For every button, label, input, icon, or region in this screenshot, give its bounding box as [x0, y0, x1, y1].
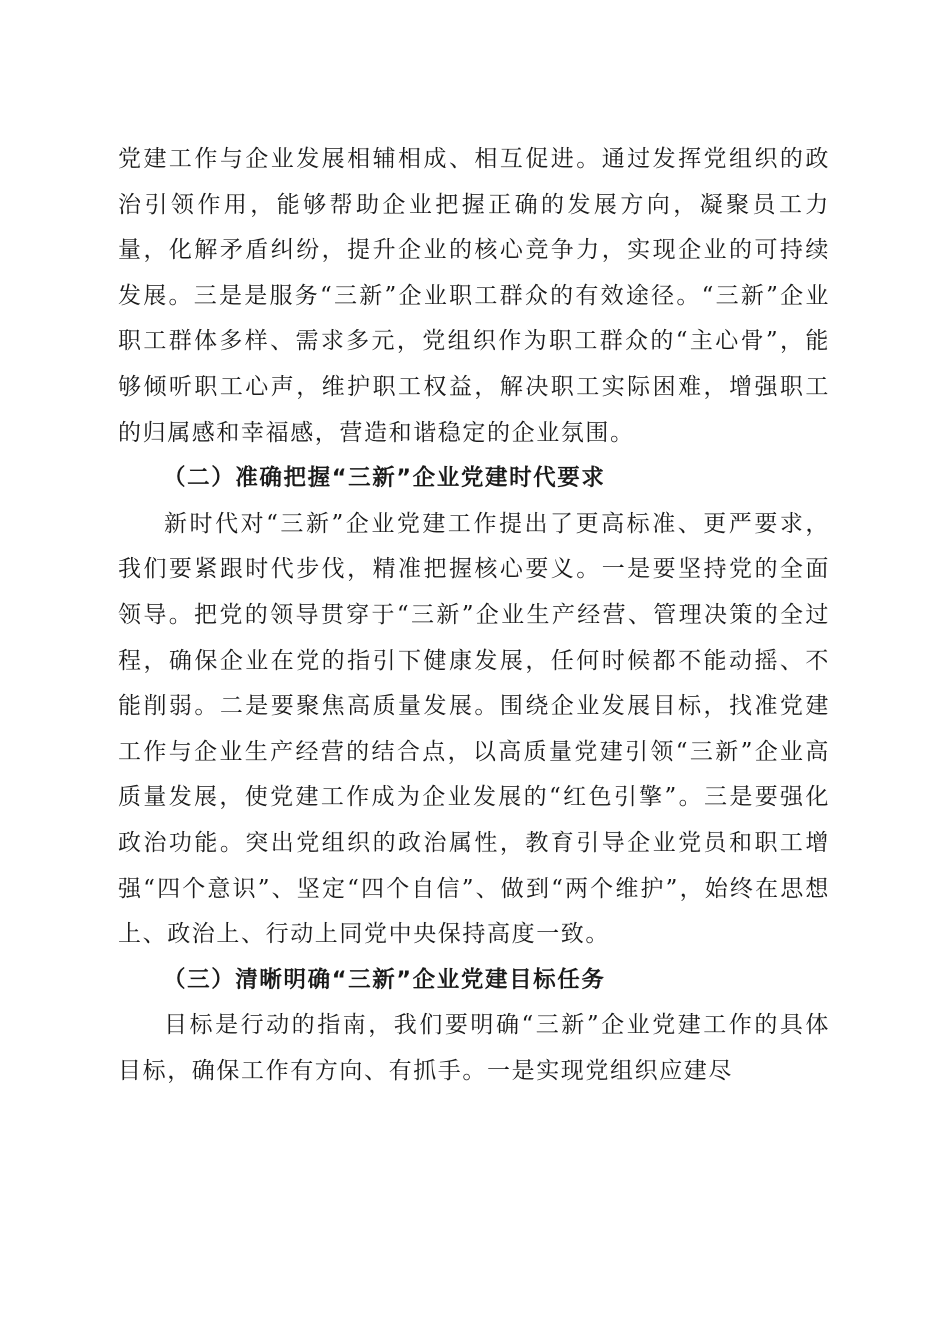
section-heading-2: （二）准确把握“三新”企业党建时代要求: [163, 465, 606, 492]
document-body: [118, 137, 830, 1094]
paragraph-section-3: 目标是行动的指南，我们要明确“三新”企业党建工作的具体目标，确保工作有方向、有抓手。一是实现党组织应建尽: [118, 1012, 830, 1084]
section-heading-3: （三）清晰明确“三新”企业党建目标任务: [163, 966, 606, 993]
paragraph-section-2: 新时代对“三新”企业党建工作提出了更高标准、更严要求，我们要紧跟时代步伐，精准把握核心要义。一是要坚持党的全面领导。把党的领导贯穿于“三新”企业生产经营、管理决策的全过程，确保企业在党的指引下健康发展，任何时候都不能动摇、不能削弱。二是要聚焦高质量发展。围绕企业发展目标，找准党建工作与企业生产经营的结合点，以高质量党建引领“三新”企业高质量发展，使党建工作成为企业发展的“红色引擎”。三是要强化政治功能。突出党组织的政治属性，教育引导企业党员和职工增强“四个意识”、坚定“四个自信”、做到“两个维护”，始终在思想上、政治上、行动上同党中央保持高度一致。: [118, 510, 830, 948]
paragraph-continuation: 党建工作与企业发展相辅相成、相互促进。通过发挥党组织的政治引领作用，能够帮助企业把握正确的发展方向，凝聚员工力量，化解矛盾纠纷，提升企业的核心竞争力，实现企业的可持续发展。三是是服务“三新”企业职工群众的有效途径。“三新”企业职工群体多样、需求多元，党组织作为职工群众的“主心骨”，能够倾听职工心声，维护职工权益，解决职工实际困难，增强职工的归属感和幸福感，营造和谐稳定的企业氛围。: [118, 146, 830, 446]
